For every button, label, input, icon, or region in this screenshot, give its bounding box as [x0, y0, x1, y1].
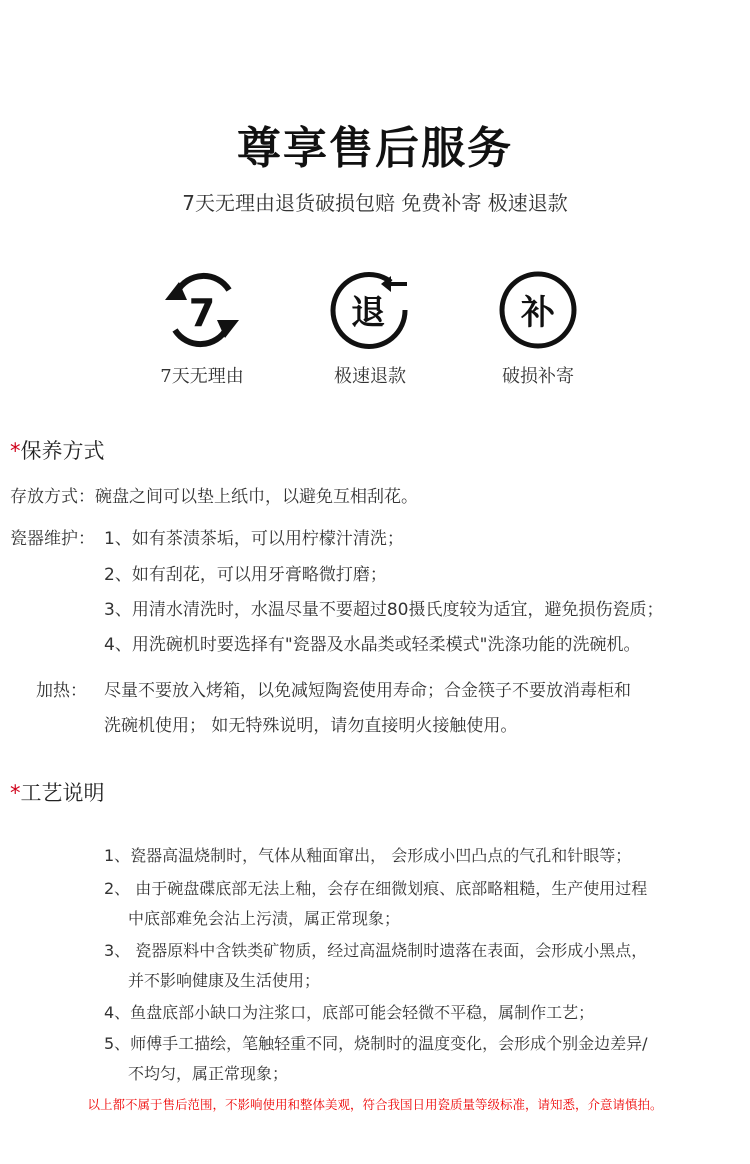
page-title: 尊享售后服务 — [237, 123, 513, 174]
heat-label: 加热： — [36, 681, 87, 701]
craft-line-5: 并不影响健康及生活使用； — [128, 971, 321, 990]
service-icons — [0, 270, 750, 390]
craft-star: * — [10, 781, 21, 805]
refund-glyph: 退 — [351, 293, 385, 333]
icon-label-7day: 7天无理由 — [160, 366, 244, 387]
care-star: * — [10, 439, 21, 463]
maint-item-4: 4、用洗碗机时要选择有"瓷器及水晶类或轻柔模式"洗涤功能的洗碗机。 — [104, 635, 641, 655]
craft-line-3: 中底部难免会沾上污渍，属正常现象； — [128, 909, 401, 928]
service-7day — [112, 270, 292, 388]
craft-title: 工艺说明 — [20, 781, 105, 805]
craft-line-4: 3、 瓷器原料中含铁类矿物质，经过高温烧制时遗落在表面，会形成小黑点， — [104, 941, 648, 960]
care-title: 保养方式 — [20, 439, 105, 463]
craft-line-1: 1、瓷器高温烧制时，气体从釉面窜出， 会形成小凹凸点的气孔和针眼等； — [104, 846, 632, 865]
craft-line-7: 5、师傅手工描绘，笔触轻重不同，烧制时的温度变化，会形成个别金边差异/ — [104, 1034, 648, 1053]
maint-label: 瓷器维护： — [10, 529, 95, 549]
maint-item-2: 2、如有刮花，可以用牙膏略微打磨； — [104, 565, 387, 585]
refund-arrow-icon — [325, 270, 415, 350]
care-section-title — [10, 435, 105, 465]
craft-section-title — [10, 777, 105, 807]
craft-line-2: 2、 由于碗盘碟底部无法上釉，会存在细微划痕、底部略粗糙，生产使用过程 — [104, 879, 648, 898]
icon-label-refund: 极速退款 — [334, 366, 406, 387]
maint-item-1: 1、如有茶渍茶垢，可以用柠檬汁清洗； — [104, 529, 404, 549]
craft-line-6: 4、鱼盘底部小缺口为注浆口，底部可能会轻微不平稳，属制作工艺； — [104, 1003, 595, 1022]
cycle-arrows-icon — [157, 270, 247, 350]
service-replace — [448, 270, 628, 388]
seven-glyph: 7 — [188, 291, 216, 335]
maint-item-3: 3、用清水清洗时，水温尽量不要超过80摄氏度较为适宜，避免损伤瓷质； — [104, 600, 664, 620]
service-refund — [280, 270, 460, 388]
circle-icon — [493, 270, 583, 350]
service-subtitle: 7天无理由退货破损包赔 免费补寄 极速退款 — [182, 191, 568, 215]
heat-line-1: 尽量不要放入烤箱，以免减短陶瓷使用寿命；合金筷子不要放消毒柜和 — [104, 681, 631, 701]
craft-line-8: 不均匀，属正常现象； — [128, 1064, 289, 1083]
icon-label-replace: 破损补寄 — [502, 366, 574, 387]
replace-glyph: 补 — [521, 293, 555, 333]
storage-line: 存放方式：碗盘之间可以垫上纸巾，以避免互相刮花。 — [10, 487, 418, 507]
heat-line-2: 洗碗机使用； 如无特殊说明，请勿直接明火接触使用。 — [104, 716, 518, 736]
disclaimer-footnote: 以上都不属于售后范围，不影响使用和整体美观，符合我国日用瓷质量等级标准，请知悉，介意请慎拍。 — [87, 1097, 663, 1112]
